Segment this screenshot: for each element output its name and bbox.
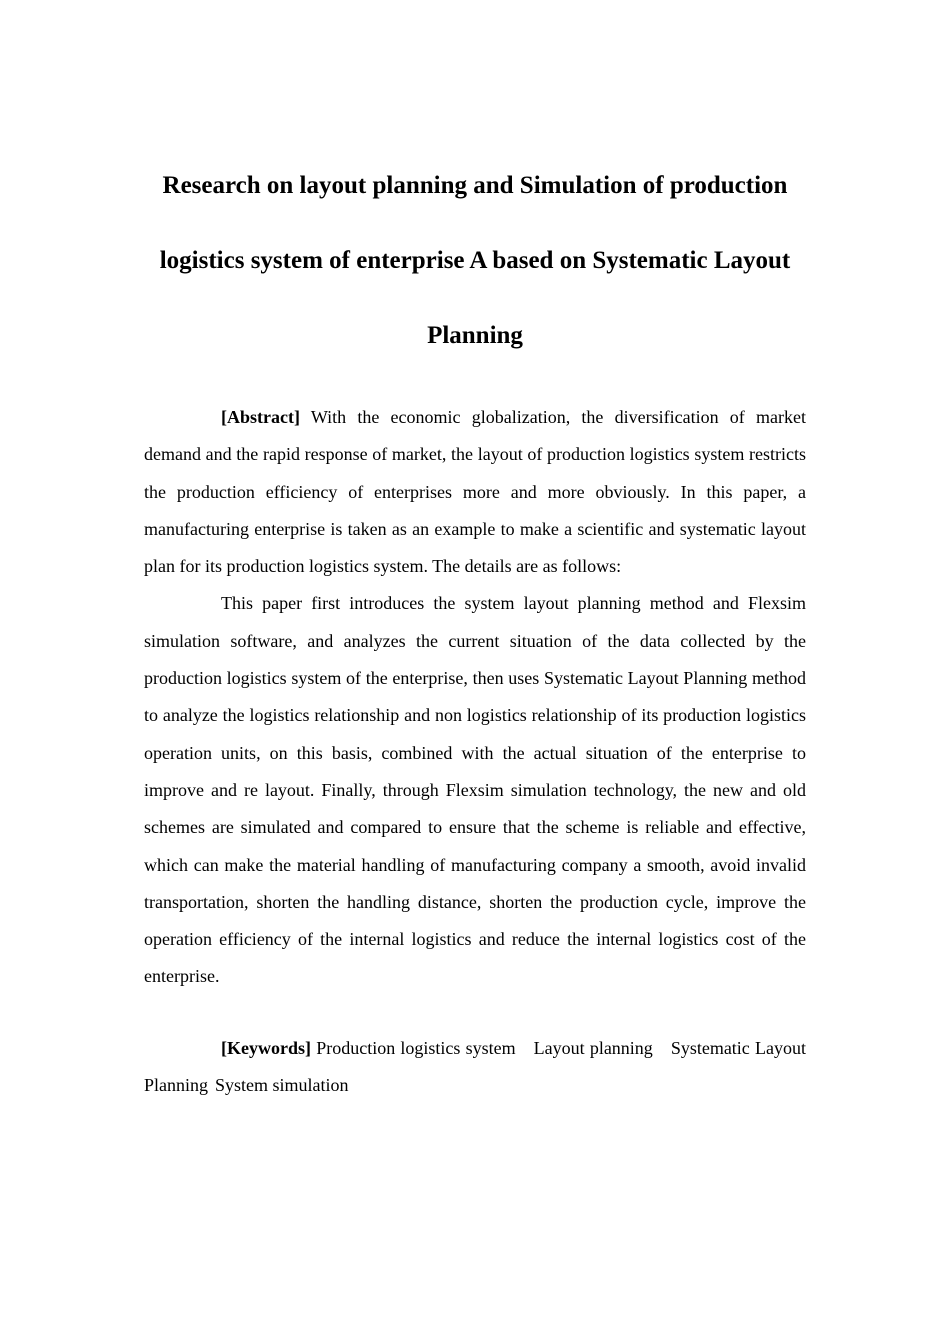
abstract-paragraph-1 <box>144 399 806 585</box>
keyword-item: Systematic Layout Planning <box>144 1037 806 1096</box>
keyword-item: System simulation <box>215 1075 349 1096</box>
keyword-item: Layout planning <box>533 1037 653 1058</box>
title-line-2: logistics system of enterprise A based on Systematic Layout <box>159 247 791 274</box>
title-line-3: Planning <box>427 322 523 349</box>
keywords-paragraph <box>144 1030 806 1105</box>
abstract-section <box>144 399 806 996</box>
title-line-1: Research on layout planning and Simulation of production <box>162 172 788 199</box>
abstract-paragraph-2 <box>144 585 806 995</box>
keyword-item: Production logistics system <box>316 1037 516 1058</box>
paper-page <box>144 148 806 1104</box>
abstract-label: [Abstract] <box>221 407 300 427</box>
keywords-section <box>144 1030 806 1105</box>
paper-title <box>144 148 806 373</box>
abstract-text-1: With the economic globalization, the diversification of market demand and the rapid response of market, the layout of production logistics system restricts the production efficiency of enterprises more and more obviously. In this paper, a manufacturing enterprise is taken as an example to make a scientific and systematic layout plan for its production logistics system. The details are as follows: <box>144 407 806 577</box>
abstract-text-2: This paper first introduces the system layout planning method and Flexsim simulation software, and analyzes the current situation of the data collected by the production logistics system of the enterprise, then uses Systematic Layout Planning method to analyze the logistics relationship and non logistics relationship of its production logistics operation units, on this basis, combined with the actual situation of the enterprise to improve and re layout. Finally, through Flexsim simulation technology, the new and old schemes are simulated and compared to ensure that the scheme is reliable and effective, which can make the material handling of manufacturing company a smooth, avoid invalid transportation, shorten the handling distance, shorten the production cycle, improve the operation efficiency of the internal logistics and reduce the internal logistics cost of the enterprise. <box>144 593 806 987</box>
keywords-label: [Keywords] <box>221 1037 311 1058</box>
